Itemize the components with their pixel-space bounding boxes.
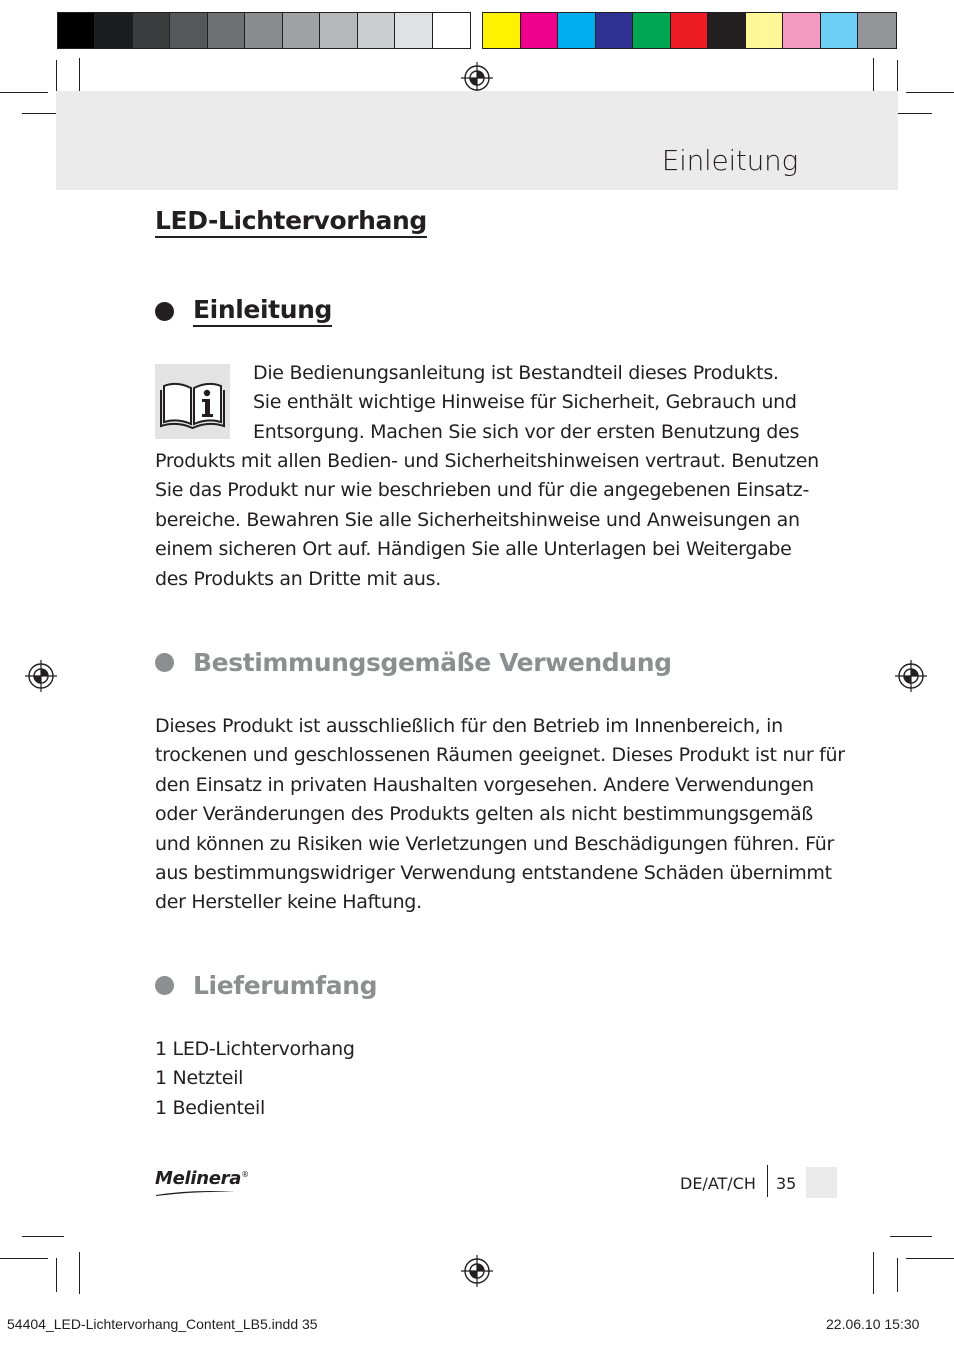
product-title-text: LED-Lichtervorhang (155, 206, 427, 238)
grey-swatch (283, 13, 320, 48)
grey-swatch (95, 13, 132, 48)
text-line: Die Bedienungsanleitung ist Bestandteil dieses Produkts. (253, 362, 779, 384)
crop-mark (890, 1236, 932, 1237)
grey-color-bar (57, 12, 471, 49)
grey-swatch (208, 13, 245, 48)
intended-use-text (155, 712, 845, 918)
text-line: trockenen und geschlossenen Räumen geeignet. Dieses Produkt ist nur für (155, 744, 845, 767)
section-heading-scope-text: Lieferumfang (193, 971, 378, 1000)
bullet-icon (155, 976, 174, 995)
crop-mark (22, 1236, 64, 1237)
color-swatch (783, 13, 821, 48)
color-swatch (558, 13, 596, 48)
text-line: aus bestimmungswidriger Verwendung entstandene Schäden übernimmt (155, 862, 832, 885)
page-number: 35 (776, 1174, 797, 1193)
registration-mark-icon (25, 660, 57, 692)
crop-mark (56, 1258, 57, 1292)
section-heading-intro (155, 295, 332, 327)
text-line: Entsorgung. Machen Sie sich vor der ersten Benutzung des (253, 420, 800, 443)
color-swatch (708, 13, 746, 48)
grey-swatch (395, 13, 432, 48)
text-line: Sie das Produkt nur wie beschrieben und für die angegebenen Einsatz- (155, 479, 810, 502)
text-line: Dieses Produkt ist ausschließlich für den Betrieb im Innenbereich, in (155, 715, 783, 737)
crop-mark (79, 1252, 80, 1294)
brand-logo (155, 1168, 249, 1189)
list-item: 1 Bedienteil (155, 1096, 266, 1119)
product-title (155, 206, 427, 238)
crop-mark (0, 1258, 48, 1259)
language-code: DE/AT/CH (680, 1174, 756, 1193)
text-line: der Hersteller keine Haftung. (155, 891, 422, 914)
text-line: Produkts mit allen Bedien- und Sicherheitshinweisen vertraut. Benutzen (155, 450, 819, 472)
crop-mark (0, 92, 48, 93)
section-heading-intro-text: Einleitung (193, 295, 332, 327)
grey-swatch (58, 13, 95, 48)
intro-text-beside-icon (253, 359, 799, 447)
intro-text (155, 447, 819, 594)
crop-mark (906, 92, 954, 93)
page-tab-box (806, 1167, 837, 1198)
color-swatch (821, 13, 859, 48)
grey-swatch (433, 13, 470, 48)
text-line: Sie enthält wichtige Hinweise für Sicherheit, Gebrauch und (253, 391, 797, 414)
slug-datetime: 22.06.10 15:30 (826, 1316, 920, 1332)
text-line: einem sicheren Ort auf. Händigen Sie alle Unterlagen bei Weitergabe (155, 538, 792, 561)
grey-swatch (320, 13, 357, 48)
crop-mark (906, 1258, 954, 1259)
list-item: 1 LED-Lichtervorhang (155, 1038, 355, 1060)
process-color-bar (482, 12, 897, 49)
color-swatch (521, 13, 559, 48)
bullet-icon (155, 653, 174, 672)
section-heading-intended-use (155, 648, 672, 677)
brand-registered-mark: ® (241, 1170, 249, 1179)
registration-mark-icon (461, 1255, 493, 1287)
text-line: oder Veränderungen des Produkts gelten als nicht bestimmungsgemäß (155, 803, 813, 826)
list-item: 1 Netzteil (155, 1067, 244, 1090)
registration-mark-icon (895, 660, 927, 692)
grey-swatch (170, 13, 207, 48)
text-line: den Einsatz in privaten Haushalten vorgesehen. Andere Verwendungen (155, 773, 814, 796)
grey-swatch (133, 13, 170, 48)
color-swatch (596, 13, 634, 48)
text-line: des Produkts an Dritte mit aus. (155, 567, 441, 590)
brand-swoosh-icon (155, 1189, 237, 1197)
section-heading-scope (155, 971, 377, 1000)
color-swatch (671, 13, 709, 48)
section-heading-intended-use-text: Bestimmungsgemäße Verwendung (193, 648, 672, 677)
scope-of-delivery-list (155, 1035, 355, 1123)
slug-file-info: 54404_LED-Lichtervorhang_Content_LB5.indd 35 (7, 1316, 318, 1332)
text-line: bereiche. Bewahren Sie alle Sicherheitshinweise und Anweisungen an (155, 508, 800, 531)
color-swatch (858, 13, 896, 48)
grey-swatch (358, 13, 395, 48)
brand-name: Melinera (155, 1168, 242, 1189)
registration-mark-icon (461, 62, 493, 94)
text-line: und können zu Risiken wie Verletzungen und Beschädigungen führen. Für (155, 832, 834, 855)
color-swatch (633, 13, 671, 48)
grey-swatch (245, 13, 282, 48)
footer-divider (767, 1165, 768, 1197)
crop-mark (873, 1252, 874, 1294)
crop-mark (897, 1258, 898, 1292)
crop-mark (897, 60, 898, 94)
color-swatch (746, 13, 784, 48)
page-title: Einleitung (661, 144, 798, 177)
bullet-icon (155, 302, 174, 321)
color-swatch (483, 13, 521, 48)
info-manual-icon (155, 364, 230, 439)
crop-mark (56, 60, 57, 94)
